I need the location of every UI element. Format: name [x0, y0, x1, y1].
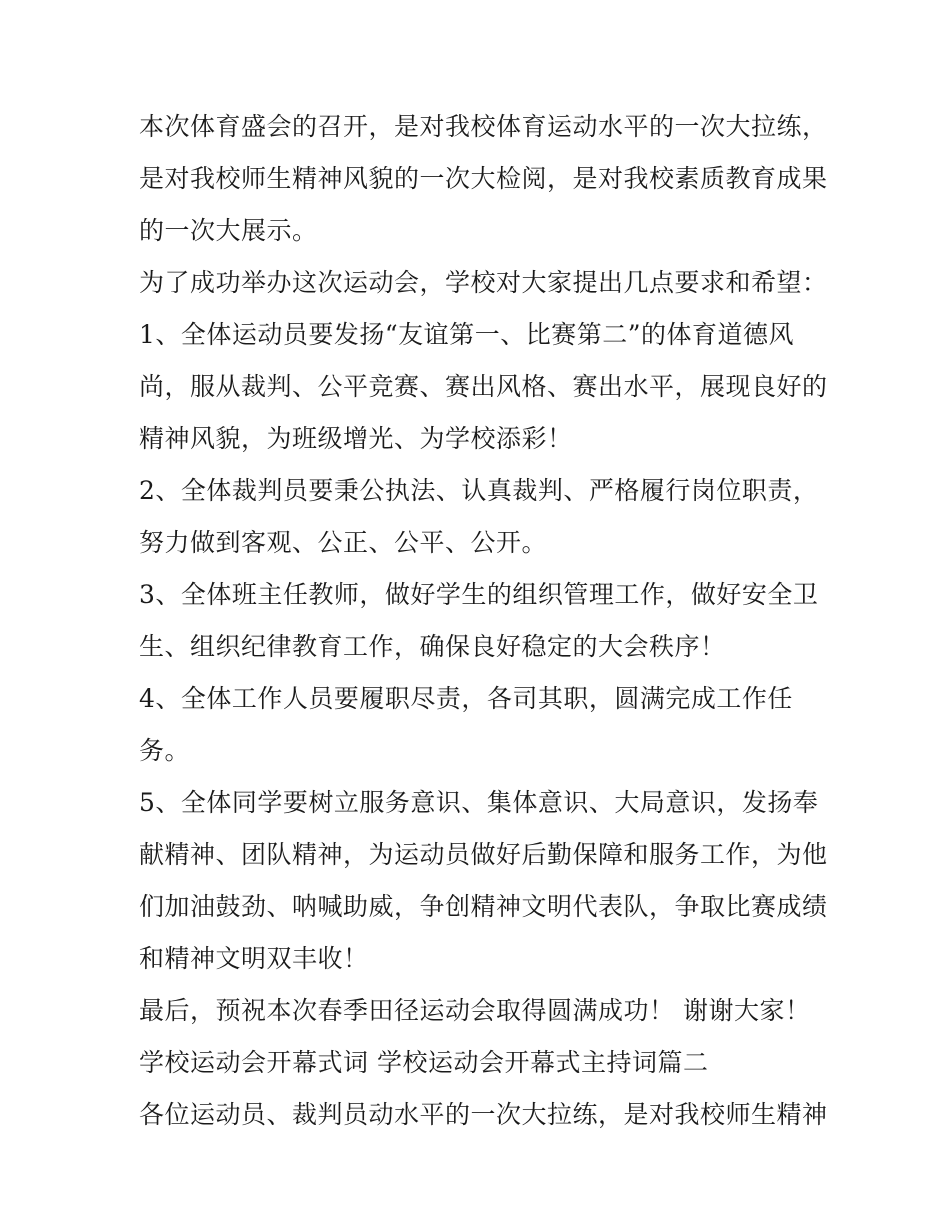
text-line: 献精神、团队精神，为运动员做好后勤保障和服务工作，为他	[139, 840, 828, 869]
text-line: 的一次大展示。	[139, 216, 318, 245]
text-line: 本次体育盛会的召开，是对我校体育运动水平的一次大拉练，	[139, 112, 828, 141]
text-line: 务。	[139, 736, 191, 765]
text-line: 2、全体裁判员要秉公执法、认真裁判、严格履行岗位职责，	[139, 476, 819, 505]
section-heading: 学校运动会开幕式词 学校运动会开幕式主持词篇二	[139, 1048, 709, 1077]
text-line: 尚，服从裁判、公平竞赛、赛出风格、赛出水平，展现良好的	[139, 372, 828, 401]
text-line: 精神风貌，为班级增光、为学校添彩！	[139, 424, 573, 453]
text-line: 努力做到客观、公正、公平、公开。	[139, 528, 548, 557]
text-line: 4、全体工作人员要履职尽责，各司其职，圆满完成工作任	[139, 684, 793, 713]
text-line: 和精神文明双丰收！	[139, 944, 369, 973]
text-line: 各位运动员、裁判员动水平的一次大拉练，是对我校师生精神	[139, 1100, 828, 1129]
text-line: 5、全体同学要树立服务意识、集体意识、大局意识，发扬奉	[139, 788, 819, 817]
text-line: 是对我校师生精神风貌的一次大检阅，是对我校素质教育成果	[139, 164, 828, 193]
text-line: 1、全体运动员要发扬“友谊第一、比赛第二”的体育道德风	[139, 320, 794, 349]
text-line: 3、全体班主任教师，做好学生的组织管理工作，做好安全卫	[139, 580, 819, 609]
text-line: 为了成功举办这次运动会，学校对大家提出几点要求和希望：	[139, 268, 828, 297]
text-line: 最后，预祝本次春季田径运动会取得圆满成功！ 谢谢大家！	[139, 996, 811, 1025]
text-line: 们加油鼓劲、呐喊助威，争创精神文明代表队，争取比赛成绩	[139, 892, 828, 921]
text-line: 生、组织纪律教育工作，确保良好稳定的大会秩序！	[139, 632, 726, 661]
